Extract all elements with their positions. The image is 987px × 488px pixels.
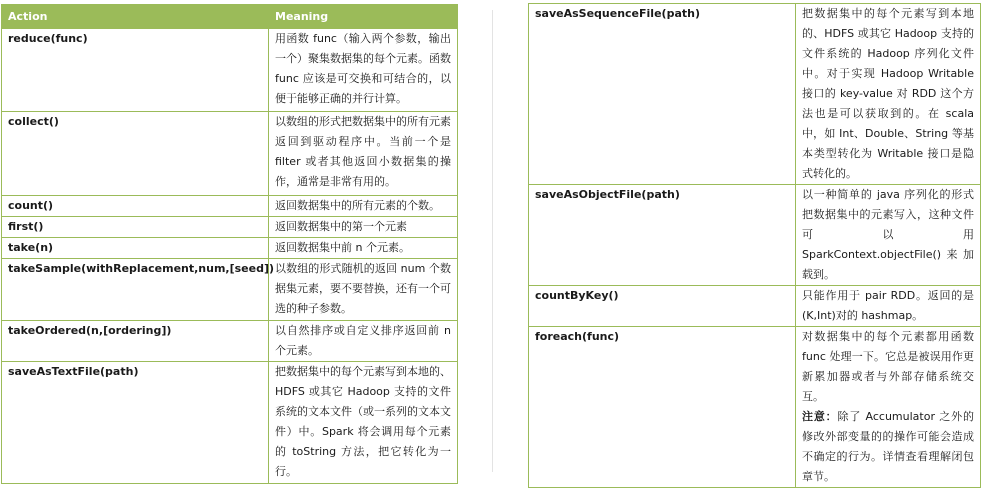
action-cell: countByKey() [529,286,796,327]
meaning-cell: 以数组的形式随机的返回 num 个数据集元素，要不要替换，还有一个可选的种子参数。 [269,259,458,321]
note-text: 除了 Accumulator 之外的修改外部变量的的操作可能会造成不确定的行为。详情查看理解闭包章节。 [802,410,974,483]
table-row [2,259,458,321]
action-cell: foreach(func) [529,327,796,488]
action-cell: collect() [2,112,269,196]
table-row [529,185,981,286]
header-action: Action [2,5,269,29]
meaning-cell: 返回数据集中的第一个元素 [269,217,458,238]
table-row [2,362,458,484]
meaning-cell: 返回数据集中的所有元素的个数。 [269,196,458,217]
meaning-cell: 只能作用于 pair RDD。返回的是(K,Int)对的 hashmap。 [796,286,981,327]
column-divider [492,10,493,472]
action-cell: first() [2,217,269,238]
meaning-cell: 把数据集中的每个元素写到本地的、HDFS 或其它 Hadoop 支持的文件系统的 Hadoop 序列化文件中。对于实现 Hadoop Writable 接口的 key-value 对 RDD 这个方法也是可以获取到的。在 scala 中，如 Int、Double、String 等基本类型转化为 Writable 接口是隐式转化的。 [796,4,981,185]
table-row [2,112,458,196]
meaning-cell: 把数据集中的每个元素写到本地的、HDFS 或其它 Hadoop 支持的文件系统的文本文件（或一系列的文本文件）中。Spark 将会调用每个元素的 toString 方法，把它转化为一行。 [269,362,458,484]
note-label: 注意： [802,410,838,423]
meaning-cell: 返回数据集中前 n 个元素。 [269,238,458,259]
meaning-cell: 以一种简单的 java 序列化的形式把数据集中的元素写入，这种文件可以用 SparkContext.objectFile()来加载到。 [796,185,981,286]
table-row [2,196,458,217]
meaning-text: 对数据集中的每个元素都用函数 func 处理一下。它总是被误用作更新累加器或者与外部存储系统交互。 [802,330,974,403]
note-paragraph [802,407,974,487]
table-row [529,286,981,327]
header-meaning: Meaning [269,5,458,29]
action-cell: takeOrdered(n,[ordering]) [2,321,269,362]
table-row [2,29,458,112]
action-cell: saveAsTextFile(path) [2,362,269,484]
action-cell: count() [2,196,269,217]
action-cell: takeSample(withReplacement,num,[seed]) [2,259,269,321]
actions-table-right [528,3,981,488]
table-row [2,321,458,362]
table-header [2,5,458,29]
meaning-cell [796,327,981,488]
table-row [529,4,981,185]
action-cell: take(n) [2,238,269,259]
meaning-cell: 以自然排序或自定义排序返回前 n 个元素。 [269,321,458,362]
meaning-cell: 以数组的形式把数据集中的所有元素返回到驱动程序中。当前一个是 filter 或者其他返回小数据集的操作，通常是非常有用的。 [269,112,458,196]
action-cell: reduce(func) [2,29,269,112]
action-cell: saveAsSequenceFile(path) [529,4,796,185]
meaning-cell: 用函数 func（输入两个参数，输出一个）聚集数据集的每个元素。函数 func 应该是可交换和可结合的，以便于能够正确的并行计算。 [269,29,458,112]
table-row [2,238,458,259]
table-row [2,217,458,238]
actions-table-left [1,4,458,484]
action-cell: saveAsObjectFile(path) [529,185,796,286]
table-row [529,327,981,488]
